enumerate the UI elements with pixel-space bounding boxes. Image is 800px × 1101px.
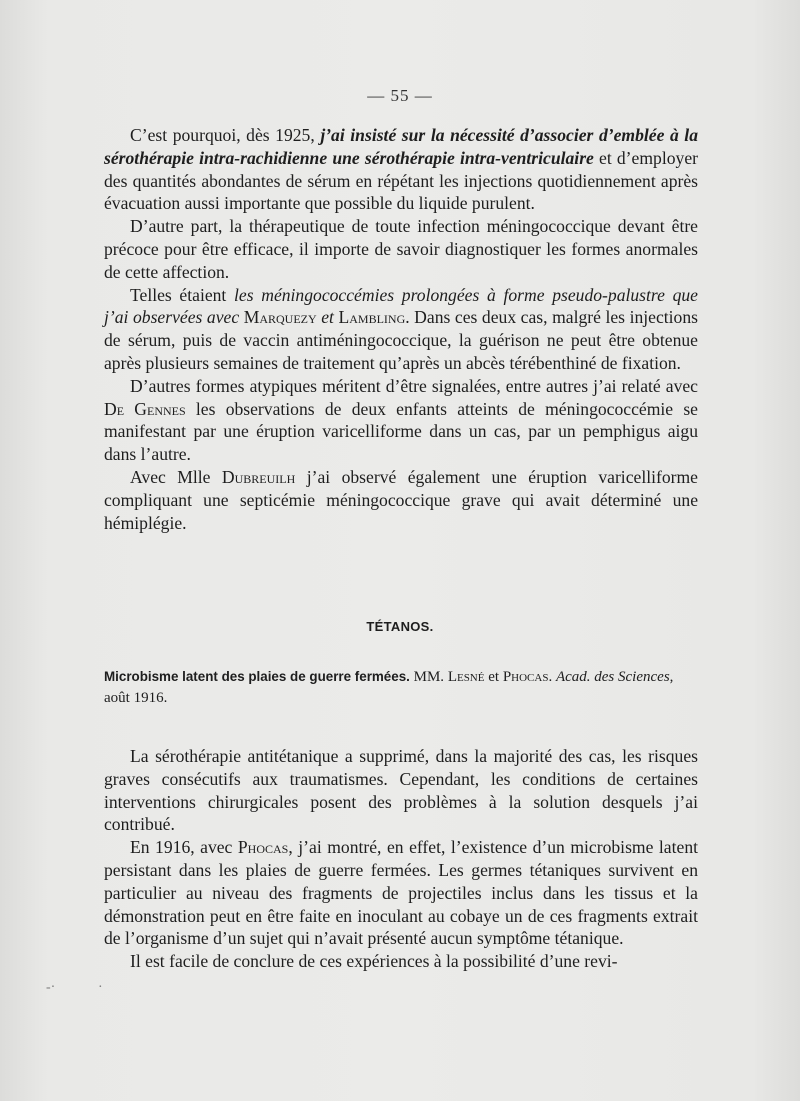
top-paragraph-5 [104, 466, 698, 534]
margin-mark: -· [46, 980, 56, 995]
text-run: et d’employer des quantités abondantes de sérum en répétant les injections quotidiennement après évacuation aussi importante que possible du liquide purulent. [104, 147, 698, 214]
text-run: Dubreuilh [221, 466, 296, 487]
bibliographic-reference [104, 666, 698, 709]
text-run: En 1916, avec [130, 837, 238, 858]
body-text-top [104, 124, 698, 534]
bottom-paragraph-2 [104, 836, 698, 950]
bottom-paragraph-1 [104, 745, 698, 836]
reference-author-1: Lesné [447, 669, 485, 685]
text-run: les méningococcémies prolongées à forme pseudo-palustre que j’ai observées avec [104, 284, 698, 328]
text-run: Il est facile de conclure de ces expériences à la possibilité d’une revi- [130, 951, 618, 972]
text-run: La sérothérapie antitétanique a supprimé, dans la majorité des cas, les risques graves consécutifs aux traumatismes. Cependant, les conditions de certaines interventions chirurgicales posent des problèmes à la solution desquels j’ai contribué. [104, 746, 698, 835]
text-run: . Dans ces deux cas, malgré les injections de sérum, puis de vaccin antiméningococcique, la guérison ne peut être obtenue après plusieurs semaines de traitement qu’après un abcès térébenthiné de fixation. [104, 307, 698, 373]
text-run: j’ai observé également une éruption varicelliforme compliquant une septicémie méningococcique grave qui avait déterminé une hémiplégie. [104, 466, 698, 533]
text-run: Marquezy [243, 307, 317, 328]
text-run: , j’ai montré, en effet, l’existence d’un microbisme latent persistant dans les plaies de guerre fermées. Les germes tétaniques survivent en particulier au niveau des fragments de projectiles inclus dans les tissus et la démonstration peut en être faite en inoculant au cobaye un de ces fragments extrait de l’organisme d’un sujet qui n’avait présenté aucun symptôme tétanique. [104, 837, 698, 949]
text-run: D’autre part, la thérapeutique de toute infection méningococcique devant être précoce pour être efficace, il importe de savoir diagnostiquer les formes anormales de cette affection. [104, 216, 698, 282]
text-run: De Gennes [104, 398, 186, 419]
reference-after-authors: . [548, 669, 556, 685]
reference-venue: Acad. des Sciences [555, 669, 670, 685]
reference-authors-prefix: MM. [409, 669, 448, 685]
top-paragraph-3 [104, 284, 698, 375]
text-run: Phocas [237, 837, 289, 858]
top-paragraph-1 [104, 124, 698, 215]
text-run: les observations de deux enfants atteints de méningococcémie se manifestant par une éruption varicelliforme dans un cas, par un pemphigus aigu dans l’autre. [104, 398, 698, 465]
reference-author-2: Phocas [502, 669, 549, 685]
reference-and: et [484, 669, 503, 685]
text-run: Telles étaient [130, 284, 235, 305]
body-text-bottom [104, 745, 698, 973]
text-run: C’est pourquoi, dès 1925, [130, 125, 321, 145]
bottom-paragraph-3 [104, 950, 698, 973]
reference-date: , août 1916. [104, 669, 674, 706]
text-run: D’autres formes atypiques méritent d’être signalées, entre autres j’ai relaté avec [130, 375, 698, 396]
margin-dot: · [98, 980, 103, 995]
top-paragraph-2 [104, 215, 698, 283]
page-number: — 55 — [367, 86, 433, 105]
text-run: Lambling [338, 307, 406, 328]
section-title: TÉTANOS. [366, 619, 434, 634]
text-run: j’ai insisté sur la nécessité d’associer d’emblée à la sérothérapie intra-rachidienne une sérothérapie intra-ventriculaire [104, 125, 698, 168]
text-run: Avec Mlle [130, 466, 222, 487]
reference-title: Microbisme latent des plaies de guerre fermées. [104, 669, 410, 684]
top-paragraph-4 [104, 375, 698, 466]
text-run: et [316, 307, 339, 328]
